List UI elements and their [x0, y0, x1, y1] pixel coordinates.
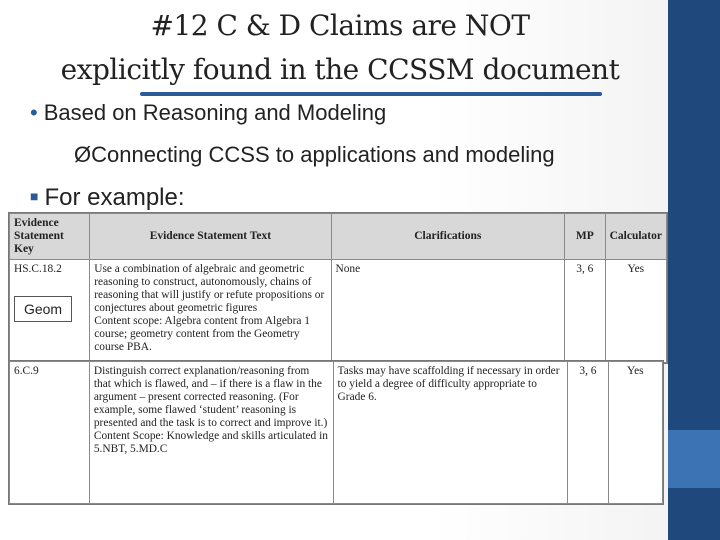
slide-title-line2: explicitly found in the CCSSM document — [60, 53, 620, 86]
row-mp: 3, 6 — [568, 362, 608, 504]
header-key: Evidence Statement Key — [10, 214, 90, 260]
row-mp: 3, 6 — [565, 260, 606, 363]
row-key: 6.C.9 — [10, 362, 90, 504]
row-text: Distinguish correct explanation/reasoning from that which is flawed, and – if there is a flaw in the argument – present corrected reasoning. (For example, some flawed ‘student’ reasoning is presented and the task is to correct and improve it.) Content Scope: Knowledge and skills articulated in 5.NBT, 5.MD.C — [89, 362, 333, 504]
row-clarifications: Tasks may have scaffolding if necessary in order to yield a degree of difficulty appropriate to Grade 6. — [333, 362, 568, 504]
header-mp: MP — [565, 214, 606, 260]
header-text: Evidence Statement Text — [90, 214, 331, 260]
header-calculator: Calculator — [605, 214, 666, 260]
geom-label: Geom — [14, 296, 72, 322]
row-clarifications: None — [331, 260, 565, 363]
row-text: Use a combination of algebraic and geometric reasoning to construct, autonomously, chains of reasoning that will justify or refute propositions or conjectures about geometric figures Content scope: Algebra content from Algebra 1 course; geometry content from the Geometry course PBA. — [90, 260, 331, 363]
bullet-reasoning — [30, 100, 386, 126]
slide-title-line1: #12 C & D Claims are NOT — [150, 9, 530, 42]
bullet-dot-icon: • — [30, 100, 38, 125]
row-key: HS.C.18.2 — [10, 260, 90, 363]
bullet-connecting: ØConnecting CCSS to applications and modeling — [74, 142, 555, 167]
bullet-example-text: For example: — [44, 184, 185, 211]
evidence-table-hs — [8, 212, 668, 364]
row-calculator: Yes — [608, 362, 662, 504]
row-calculator: Yes — [605, 260, 666, 363]
side-rail-dark — [668, 0, 720, 430]
title-underline — [140, 92, 602, 96]
bullet-reasoning-text: Based on Reasoning and Modeling — [43, 100, 387, 125]
header-clarifications: Clarifications — [331, 214, 565, 260]
side-rail-bottom — [668, 488, 720, 540]
bullet-square-icon: ■ — [30, 188, 39, 204]
evidence-table-grade6 — [8, 360, 664, 505]
bullet-example — [30, 184, 185, 212]
side-rail-accent — [668, 430, 720, 488]
